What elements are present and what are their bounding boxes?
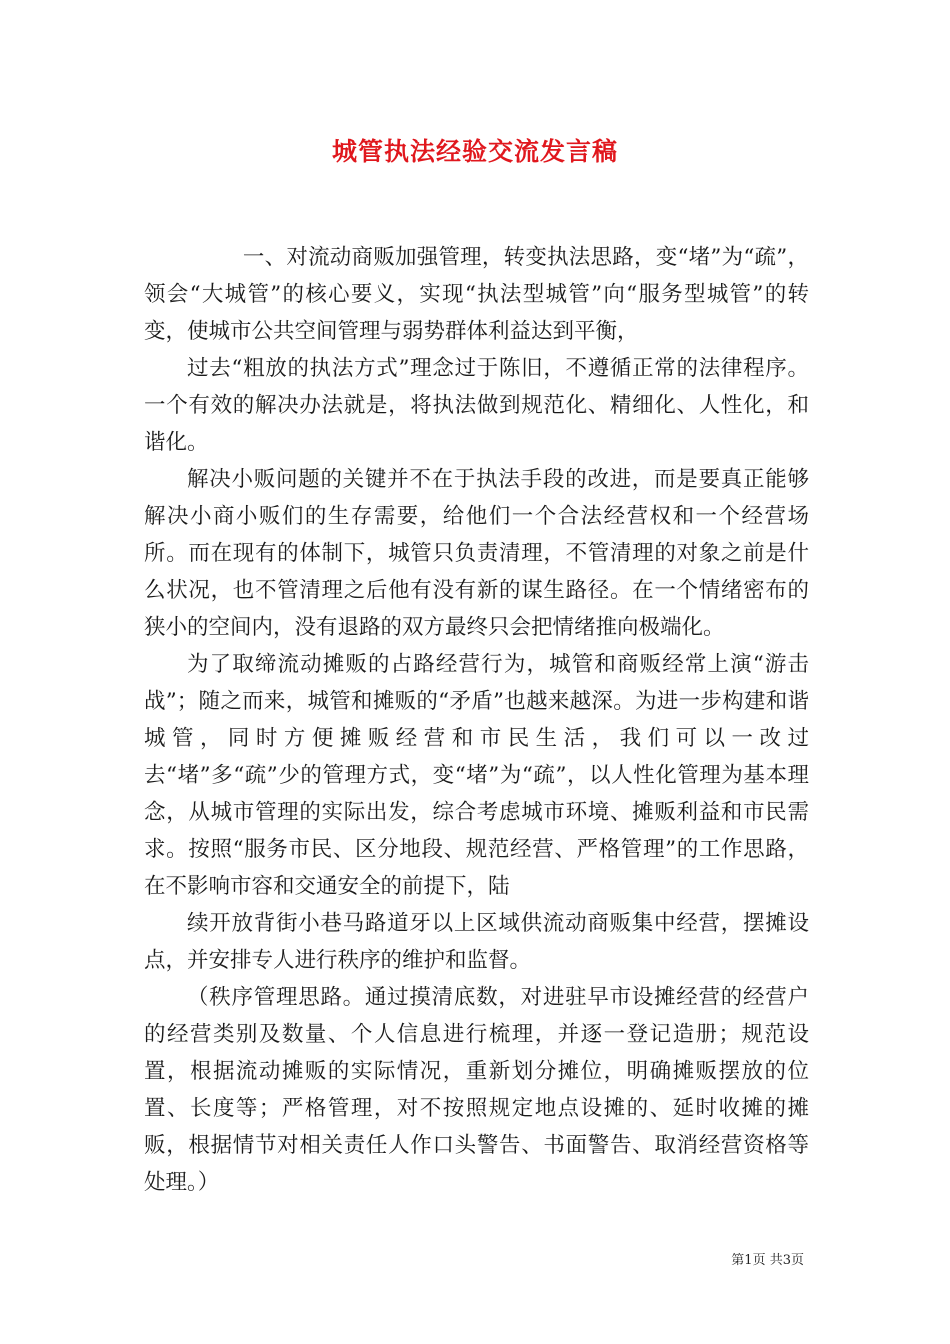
- paragraph-3: 解决小贩问题的关键并不在于执法手段的改进，而是要真正能够解决小商小贩们的生存需要，给他们一个合法经营权和一个经营场所。而在现有的体制下，城管只负责清理，不管清理的对象之前是什么状况，也不管清理之后他有没有新的谋生路径。在一个情绪密布的狭小的空间内，没有退路的双方最终只会把情绪推向极端化。: [144, 467, 809, 640]
- current-page-number: 1: [744, 1253, 753, 1268]
- document-body: [144, 239, 809, 1201]
- document-title: 城管执法经验交流发言稿: [331, 137, 618, 166]
- paragraph-6: （秩序管理思路。通过摸清底数，对进驻早市设摊经营的经营户的经营类别及数量、个人信息进行梳理，并逐一登记造册；规范设置，根据流动摊贩的实际情况，重新划分摊位，明确摊贩摆放的位置、长度等；严格管理，对不按照规定地点设摊的、延时收摊的摊贩，根据情节对相关责任人作口头警告、书面警告、取消经营资格等处理。）: [144, 985, 809, 1195]
- paragraph-1: 一、对流动商贩加强管理，转变执法思路，变“堵”为“疏”，领会“大城管”的核心要义，实现“执法型城管”向“服务型城管”的转变，使城市公共空间管理与弱势群体利益达到平衡，: [144, 245, 809, 344]
- footer-middle: 页 共: [752, 1253, 783, 1268]
- paragraph-5: 续开放背街小巷马路道牙以上区域供流动商贩集中经营，摆摊设点，并安排专人进行秩序的维护和监督。: [144, 911, 809, 973]
- footer-suffix: 页: [790, 1253, 804, 1268]
- paragraph-4: 为了取缔流动摊贩的占路经营行为，城管和商贩经常上演“游击战”；随之而来，城管和摊贩的“矛盾”也越来越深。为进一步构建和谐城管，同时方便摊贩经营和市民生活，我们可以一改过去“堵”多“疏”少的管理方式，变“堵”为“疏”，以人性化管理为基本理念，从城市管理的实际出发，综合考虑城市环境、摊贩利益和市民需求。按照“服务市民、区分地段、规范经营、严格管理”的工作思路，在不影响市容和交通安全的前提下，陆: [144, 652, 809, 899]
- page-number-footer: [731, 1249, 804, 1268]
- total-page-number: 3: [782, 1253, 791, 1268]
- paragraph-2: 过去“粗放的执法方式”理念过于陈旧，不遵循正常的法律程序。一个有效的解决办法就是，将执法做到规范化、精细化、人性化，和谐化。: [144, 356, 809, 455]
- footer-prefix: 第: [731, 1253, 745, 1268]
